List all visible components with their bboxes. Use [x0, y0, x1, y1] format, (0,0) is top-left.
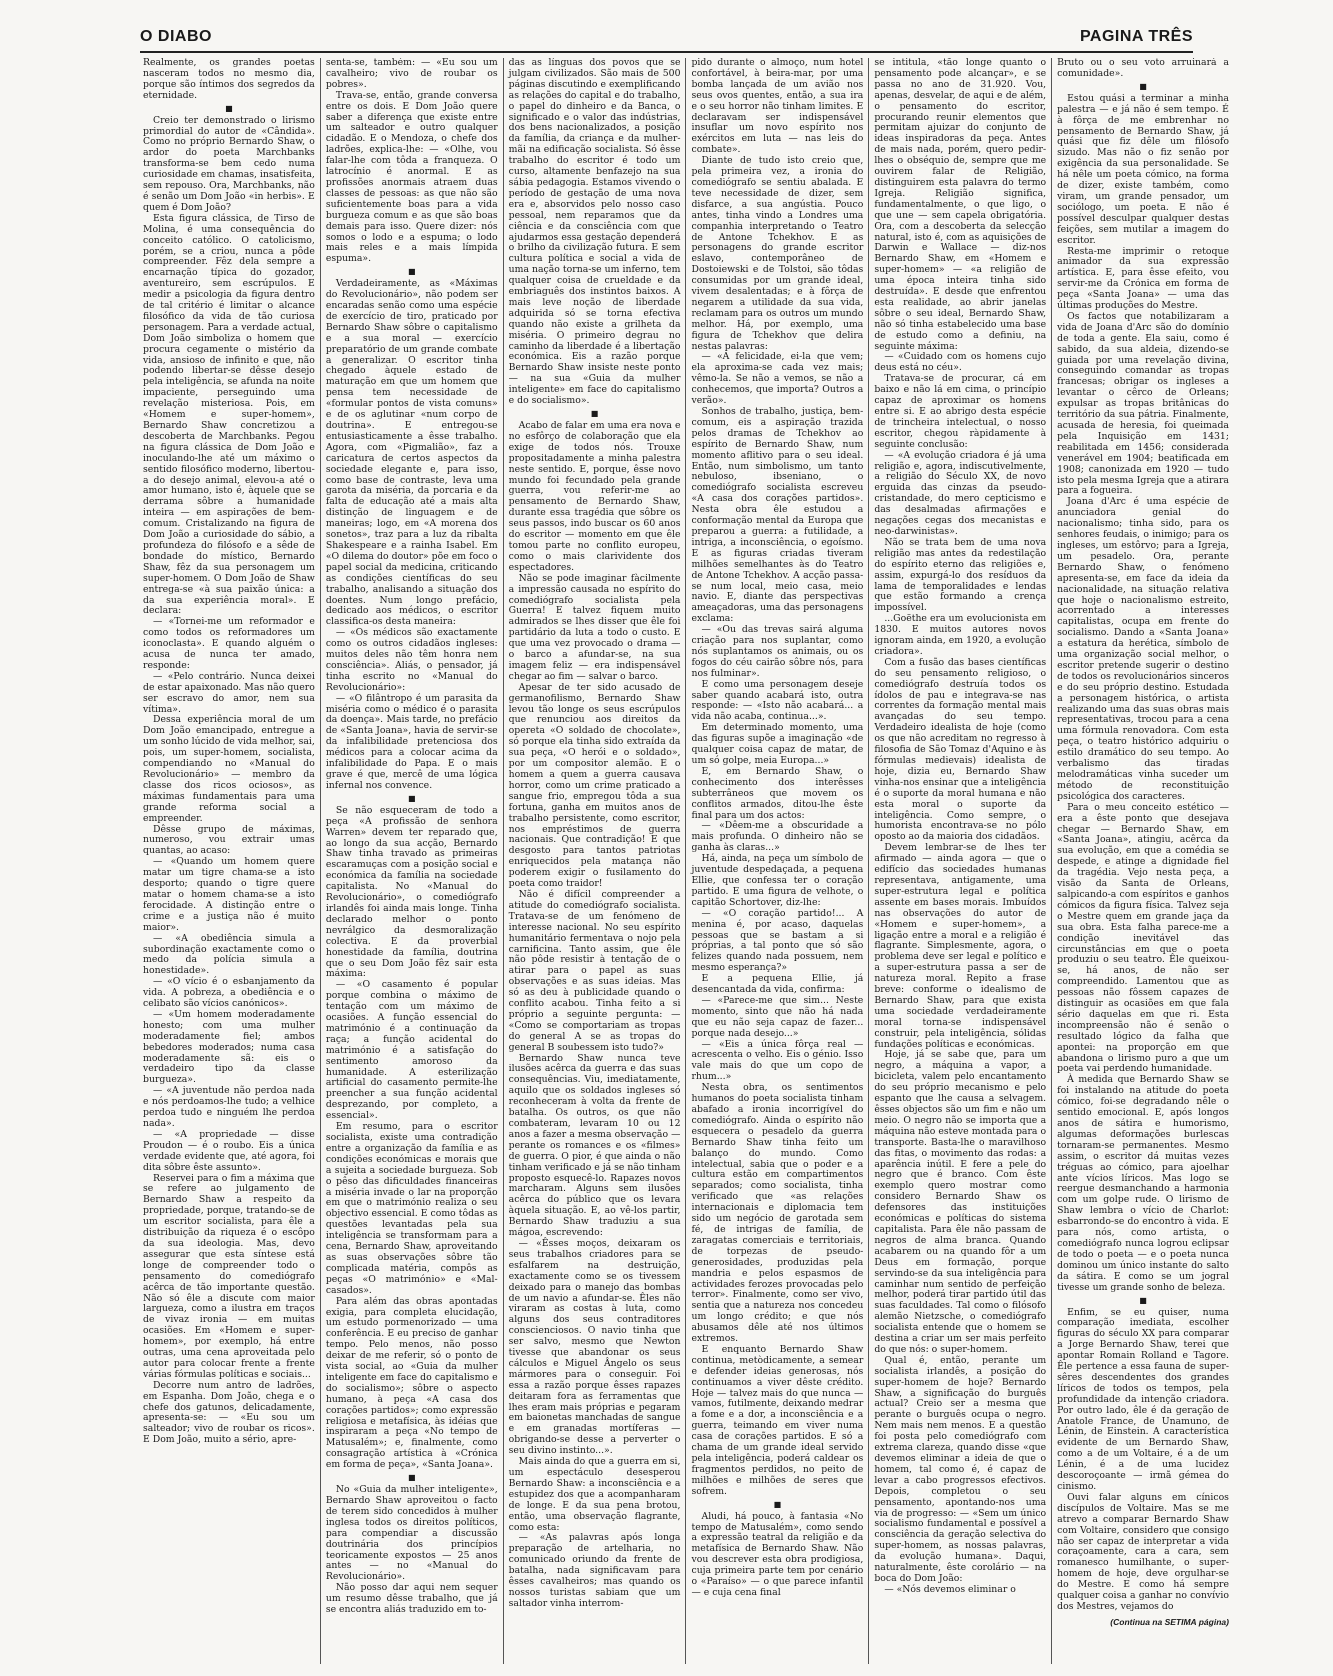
- article-paragraph: Joana d'Arc é uma espécie de anunciadora genial do nacionalismo; tinha sido, para os senhores feudais, o inimigo; para os ingleses, um estôrvo; para a Igreja, um pesadelo. Ora, perante Bernardo Shaw, o fenómeno apresenta-se, em face da ideia da nacionalidade, na situação relativa que hoje o nacionalismo estreito, acorrentado a interesses capitalistas, ocupa em frente do socialismo. Dando a «Santa Joana» a estatura da herética, símbolo de uma organização social melhor, o escritor pretende sugerir o destino de todos os revolucionários sinceros e do seu próprio destino. Estudada a personagem histórica, o artista realizando uma das suas obras mais representativas, trocou para a cena uma fórmula renovadora. Com esta peça, o teatro histórico adquiriu o estilo dramático do seu tempo. Ao verbalismo das tiradas melodramáticas vinha suceder um método de reconstituição psicológica dos caracteres.: [1057, 496, 1229, 802]
- article-paragraph: Trava-se, então, grande conversa entre os dois. E Dom João quere saber a diferença que existe entre um salteador e outro qualquer cidadão. E o Mendoza, o chefe dos ladrões, explica-lhe: — «Olhe, vou falar-lhe com tôda a franqueza. O latrocínio é anormal. E as profissões anormais atraem duas classes de pessoas: as que não são suficientemente boas para a vida burgueza comum e as que são boas demais para isso. Quere dizer: nós somos o lodo e a espuma; o lodo mais reles e a mais límpida espuma».: [325, 89, 498, 265]
- article-paragraph: Há, ainda, na peça um símbolo de juventude despedaçada, a pequena Ellie, que confessa ter o coração partido. E uma figura de velhote, o capitão Schortover, diz-lhe:: [691, 853, 864, 908]
- section-separator: ■: [1139, 81, 1147, 91]
- section-separator: ■: [773, 1499, 782, 1509]
- article-paragraph: — «Parece-me que sim... Neste momento, sinto que não há nada que eu não seja capaz de fazer... porque nada desejo...»: [691, 994, 864, 1039]
- article-paragraph: Não é difícil compreender a atitude do comediógrafo socialista. Tratava-se de um fenómeno de interesse nacional. No seu espírito humanitário fermentava o nojo pela carnificina. Tanto assim, que êle não pôde resistir à tentação de o atirar para o papel as suas observações e as suas ideias. Mas só as deu à publicidade quando o conflito acabou. Tinha feito a si próprio a seguinte pergunta: — «Como se comportariam as tropas do general A se as tropas do general B soubessem isto tudo?»: [508, 888, 681, 1053]
- column-5: [869, 58, 1052, 1664]
- article-paragraph: Se não esqueceram de todo a peça «A profissão de senhora Warren» devem ter reparado que, ao longo da sua acção, Bernardo Shaw tinha travado as primeiras escaramuças com a posição social e económica da família na sociedade capitalista. No «Manual do Revolucionário», o comediógrafo irlandês foi ainda mais longe. Tinha declarado melhor o ponto nevrálgico da desmoralização colectiva. E da proverbial honestidade da família, doutrina que o seu Dom João fêz sair esta máxima:: [325, 804, 498, 980]
- article-paragraph: — «Quando um homem quere matar um tigre chama-se a isto desporto; quando o tigre quere matar o homem chama-se a isto ferocidade. A distinção entre o crime e a justiça não é muito maior».: [143, 856, 315, 933]
- article-paragraph: Hoje, já se sabe que, para um negro, a máquina a vapor, a bicicleta, valem pelo encantamento do seu próprio mecanismo e pelo espanto que lhe causa a selvagem. êsses objectos são um fim e não um meio. O negro não se importa que a máquina não esteve montada para o transporte. Basta-lhe o maravilhoso das fitas, o movimento das rodas: a aparência inútil. E fere a pele do negro que é branco. Com êste exemplo quero mostrar como considero Bernardo Shaw os defensores das instituições económicas e políticas do sistema capitalista. Para êle não passam de negros de alma branca. Quando acabarem ou na quando fôr a um Deus em formação, porque servindo-se da sua inteligência para caminhar num sentido de perfeição melhor, poderá tirar partido útil das suas faculdades. Tal como o filósofo alemão Nietzsche, o comediógrafo socialista entende que o homem se destina a criar um ser mais perfeito do que nós: o super-homem.: [874, 1049, 1047, 1355]
- article-paragraph: Creio ter demonstrado o lirismo primordial do autor de «Cândida». Como no próprio Bernardo Shaw, o ardor do poeta Marchbanks transforma-se bem cedo numa curiosidade em chamas, insatisfeita, sem repouso. Ora, Marchbanks, não é senão um Dom João «in herbis». E quem é Dom João?: [143, 114, 315, 213]
- article-paragraph: — «Êsses moços, deixaram os seus trabalhos criadores para se esfalfarem na destruição, exactamente como se os tivessem deixado para o manejo das bombas de um navio a afundar-se. Êles não viraram as costas à luta, como alguns dos seus contraditores conscienciosos. O navio tinha que ser salvo, mesmo que Newton tivesse que abandonar os seus cálculos e Miguel Ângelo os seus mármores para o conseguir. Foi essa a razão porque êsses rapazes deitaram fora as ferramentas que lhes eram mais próprias e pegaram em baionetas manchadas de sangue e em granadas mortíferas — obrigando-se desse a perverter o seu divino instinto...».: [508, 1237, 681, 1457]
- article-paragraph: Mais ainda do que a guerra em si, um espectáculo desesperou Bernardo Shaw: a inconsciência e a estupidez dos que a acompanharam de longe. E da sua pena brotou, então, uma observação flagrante, como esta:: [508, 1456, 681, 1533]
- article-paragraph: Resta-me imprimir o retoque animador da sua expressão artística. E, para êsse efeito, vou servir-me da Crónica em forma de peça «Santa Joana» — uma das últimas produções do Mestre.: [1057, 245, 1229, 312]
- column-3: [504, 58, 687, 1664]
- article-paragraph: Acabo de falar em uma era nova e no esfôrço de colaboração que ela exige de todos nós. Trouxe propositadamente a minha palestra neste sentido. E, porque, êsse novo mundo foi fecundado pela grande guerra, vou referir-me ao pensamento de Bernardo Shaw, durante essa tragédia que sôbre os seus passos, indo buscar os 60 anos do escritor — momento em que êle tomou parte no conflito europeu, como o mais clarividente dos espectadores.: [508, 420, 681, 573]
- article-paragraph: Sonhos de trabalho, justiça, bem-comum, eis a aspiração trazida pelos dramas de Tchekhov ao espírito de Bernardo Shaw, num momento aflitivo para o seu ideal. Então, num simbolismo, um tanto nebuloso, ibseniano, o comediógrafo socialista escreveu «A casa dos corações partidos». Nesta obra êle estudou a conformação mental da Europa que preparou a guerra: a futilidade, a intriga, a inconsciência, o egoísmo. E as figuras criadas tiveram milhões semelhantes às do Teatro de Antone Tchekhov. A acção passa-se num local, meio casa, meio navio. E, diante das perspectivas ameaçadoras, uma das personagens exclama:: [691, 406, 864, 625]
- article-paragraph: — «O vício é o esbanjamento da vida. A pobreza, a obediência e o celibato são vícios canónicos».: [143, 976, 315, 1010]
- article-paragraph: — «A juventude não perdoa nada e nós perdoamos-lhe tudo; a velhice perdoa tudo e ninguém lhe perdoa nada».: [143, 1085, 315, 1129]
- article-paragraph: Dêsse grupo de máximas, numeroso, vou extrair umas quantas, ao acaso:: [143, 823, 315, 857]
- article-paragraph: Não se trata bem de uma nova religião mas antes da redestilação do espírito eterno das religiões e, assim, expurgá-lo dos resíduos da lama de temporalidades e lendas que estão formando a crença impossível.: [874, 536, 1047, 614]
- article-paragraph: — «Tornei-me um reformador e como todos os reformadores um iconoclasta». E quando alguém o acusa de nunca ter amado, responde:: [143, 616, 315, 671]
- article-paragraph: Para além das obras apontadas exigia, para completa elucidação, um estudo pormenorizado — uma conferência. E eu preciso de ganhar tempo. Pelo menos, não posso deixar de me referir, só o ponto de vista social, ao «Guia da mulher inteligente em face do capitalismo e do socialismo»; sôbre o aspecto humano, à peça «A casa dos corações partidos»; como expressão religiosa e metafísica, às idéias que inspiraram a peça «No tempo de Matusalém»; e, finalmente, como consagração artística à «Crónica em forma de peça», «Santa Joana».: [325, 1295, 498, 1471]
- article-paragraph: Devem lembrar-se de lhes ter afirmado — ainda agora — que o edifício das sociedades humanas representava, antigamente, uma super-estrutura legal e política assente em bases morais. Imbuídos nas observações do autor de «Homem e super-homem», a ligação entre a moral e a religião é flagrante. Simplesmente, agora, o problema deve ser legal e político e a super-estrutura passa a ser de natureza moral. Repito a frase breve: conforme o idealismo de Bernardo Shaw, para que exista uma sociedade verdadeiramente moral torna-se indispensável construir, pela inteligência, sólidas fundações políticas e económicas.: [874, 842, 1047, 1050]
- article-paragraph: Realmente, os grandes poetas nasceram todos no mesmo dia, porque são íntimos dos segredos da eternidade.: [143, 58, 315, 101]
- article-paragraph: Os factos que notabilizaram a vida de Joana d'Arc são do domínio de toda a gente. Ela saiu, como é sabido, da sua aldeia, dizendo-se guiada por uma revelação divina, conseguindo comandar as tropas francesas; obrigar os ingleses a levantar o cêrco de Orleans; expulsar as tropas britânicas do território da sua pátria. Finalmente, acusada de heresia, foi queimada pela Inquisição em 1431; reabilitada em 1456; considerada venerável em 1904; beatificada em 1908; canonizada em 1920 — tudo isto pela mesma Igreja que a atirara para a fogueira.: [1057, 310, 1229, 497]
- article-paragraph: Qual é, então, perante um socialista irlandês, a posição do super-homem de hoje? Bernardo Shaw, a significação do burguês actual? Creio ser a mesma que perante o burguês ocupa o negro. Nem mais nem menos. E a questão foi posta pelo comediógrafo com extrema clareza, quando disse «que devemos eliminar a ideia de que o homem, tal como é, é capaz de levar a cabo progressos efectivos. Depois, completou o seu pensamento, apontando-nos uma via de progresso: — «Sem um único socialismo fundamental e possível a consciência da geração selectiva do super-homem, as nossas palavras, da evolução humana». Daqui, naturalmente, êste corolário — na boca do Dom João:: [874, 1354, 1047, 1584]
- article-paragraph: — «Pelo contrário. Nunca deixei de estar apaixonado. Mas não quero ser escravo do amor, nem sua vítima».: [143, 670, 315, 715]
- article-paragraph: — «As palavras após longa preparação de artelharia, no comunicado oriundo da frente de batalha, nada significavam para êsses cavalheiros; mas quando os nossos turistas sabiam que um saltador vinha interrom-: [508, 1532, 681, 1609]
- article-paragraph: Tratava-se de procurar, cá em baixo e não lá em cima, o princípio capaz de aproximar os homens entre si. E ao abrigo desta espécie de trincheira intelectual, o nosso escritor, chegou ràpidamente à seguinte conclusão:: [874, 373, 1047, 450]
- column-6: [1052, 58, 1234, 1664]
- article-paragraph: — «O filântropo é um parasita da miséria como o médico é o parasita da doença». Mais tarde, no prefácio de «Santa Joana», havia de servir-se da infalibilidade pretenciosa dos médicos para a colocar acima da infalibilidade do Papa. E o mais grave é que, mercê de uma lógica infernal nos convence.: [325, 692, 498, 791]
- article-paragraph: — «Dêem-me a obscuridade a mais profunda. O dinheiro não se ganha às claras...»: [691, 820, 864, 854]
- article-paragraph: Para o meu conceito estético — era a êste ponto que desejava chegar — Bernardo Shaw, em «Santa Joana», atingiu, acêrca da sua evolução, em que a comédia se despede, e atinge a dignidade fiel da tragédia. Vejo nesta peça, a visão da Santa de Orleans, salpicando-a com espíritos e ganhos cómicos da figura física. Talvez seja o Mestre quem em grande jaça da sua obra. Esta falha parece-me a condição inevitável das circunstâncias em que o poeta produziu o seu teatro. Êle queixou-se, há anos, de não ser compreendido. Lamentou que as pessoas não fôssem capazes de distinguir as ocasiões em que fala sério daquelas em que ri. Esta incompreensão não é senão o resultado lógico da falha que apontei: na proporção em que abandona o lirismo puro a que um poeta vai perdendo humanidade.: [1057, 801, 1229, 1075]
- section-separator: ■: [407, 1473, 416, 1483]
- article-paragraph: Dessa experiência moral de um Dom João emancipado, entregue a um sonho lúcido de vida melhor, sai, pois, um super-homem, socialista, compendiando no «Manual do Revolucionário» — membro da classe dos ricos ociosos», as máximas fundamentais para uma grande reforma social a empreender.: [143, 714, 315, 824]
- article-paragraph: Decorre num antro de ladrões, em Espanha. Dom João, chega e o chefe dos gatunos, delicadamente, apresenta-se: — «Eu sou um salteador; vivo de roubar os ricos». E Dom João, muito a sério, apre-: [143, 1379, 315, 1446]
- section-separator: ■: [225, 103, 233, 113]
- article-paragraph: — «A propriedade — disse Proudon — é o roubo. Eis a única verdade evidente que, até agora, foi dita sôbre êste assunto».: [143, 1128, 315, 1173]
- article-paragraph: Estou quási a terminar a minha palestra — e já não é sem tempo. É à fôrça de me embrenhar no pensamento de Bernardo Shaw, já quási que fiz dêle um filósofo sizudo. Mas não o fiz senão por exigência da sua personalidade. Se há nêle um poeta cómico, na forma de dizer, existe também, como viram, um grande pensador, um sociólogo, um poeta. E não é possível desculpar qualquer destas feições, sem mutilar a imagem do escritor.: [1057, 92, 1229, 246]
- article-paragraph: Reservei para o fim a máxima que se refere ao julgamento de Bernardo Shaw a respeito da propriedade, porque, tratando-se de um escritor socialista, para êle a distribuição da riqueza é o escôpo da sua ideologia. Mas, devo assegurar que esta síntese está longe de compreender todo o pensamento do comediógrafo acêrca de tão importante questão. Não só êle a discute com maior largueza, como a ilustra em traços de vivaz ironia — em muitas ocasiões. Em «Homem e super-homem», por exemplo, há entre outras, uma cena aproveitada pelo autor para colocar frente a frente várias fórmulas políticas e sociais...: [143, 1172, 315, 1380]
- article-paragraph: E a pequena Ellie, já desencantada da vida, confirma:: [691, 973, 864, 996]
- column-4: [686, 58, 869, 1664]
- section-separator: ■: [590, 409, 599, 418]
- article-paragraph: E, em Bernardo Shaw, o conhecimento dos interêsses subterrâneos que movem os conflitos armados, ditou-lhe êste final para um dos actos:: [691, 765, 864, 821]
- page-number-label: PAGINA TRÊS: [1079, 28, 1193, 45]
- article-paragraph: — «O casamento é popular porque combina o máximo de tentação com um máximo de ocasiões. A função essencial do matrimónio é a continuação da raça; a função acidental do matrimónio é a satisfação do sentimento amoroso da humanidade. A esterilização artificial do casamento permite-lhe preencher a sua função acidental desprezando, por completo, a essencial».: [325, 979, 498, 1122]
- article-paragraph: Enfim, se eu quiser, numa comparação imediata, escolher figuras do século XX para comparar a Jorge Bernardo Shaw, terei que apontar Romain Rolland e Tagore. Êle pertence a essa fauna de super-sêres descendentes dos grandes líricos de todos os tempos, pela profundidade da intenção criadora. Por outro lado, êle é da geração de Anatole France, de Unamuno, de Lénin, de Einstein. A característica evidente de um Bernardo Shaw, como a de um Voltaire, é a de um Lénin, é a de uma lucidez descoroçoante — irmã gémea do cinismo.: [1057, 1306, 1229, 1492]
- article-paragraph: — «Eis a única fôrça real — acrescenta o velho. Eis o génio. Isso vale mais do que um copo de rhum...»: [691, 1038, 864, 1083]
- section-separator: ■: [407, 793, 416, 803]
- article-paragraph: Bruto ou o seu voto arruinará a comunidade».: [1057, 58, 1229, 79]
- article-paragraph: ...Goëthe era um evolucionista em 1830. E muitos autores novos ignoram ainda, em 1920, a evolução criadora».: [874, 613, 1047, 657]
- article-paragraph: Verdadeiramente, as «Máximas do Revolucionário», não podem ser encaradas senão como uma espécie de exercício de tiro, praticado por Bernardo Shaw sôbre o capitalismo e a sua moral — exercício preparatório de um grande combate a generalizar. O escritor tinha chegado àquele estado de maturação em que um homem que pensa tem necessidade de «formular pontos de vista comuns» e de os aglutinar «num corpo de doutrina». E entregou-se entusiasticamente a êsse trabalho. Agora, com «Pigmalião», faz a caricatura de certos aspectos da sociedade elegante e, para isso, como base de contraste, leva uma garota da miséria, da porcaria e da falta de educação até a mais alta distinção de linguagem e de maneiras; logo, em «A morena dos sonetos», traz para a luz da ribalta Shakespeare e a rainha Isabel. Em «O dilema do doutor» põe em foco o papel social da medicina, criticando as condições científicas do seu trabalho, analisando a situação dos doentes. Num longo prefácio, dedicado aos médicos, o escritor classifica-os desta maneira:: [325, 278, 498, 628]
- article-paragraph: — «A felicidade, ei-la que vem; ela aproxima-se cada vez mais; vêmo-la. Se não a vemos, se não a conhecemos, que importa? Outros a verão».: [691, 351, 864, 407]
- article-paragraph: À medida que Bernardo Shaw se foi instalando na atitude do poeta cómico, foi-se degradando nêle o sentido emocional. E, após longos anos de sátira e humorismo, algumas deformações burlescas tornaram-se permanentes. Mesmo assim, o escritor dá muitas vezes tréguas ao cómico, para ajoelhar ante vícios líricos. Mas logo se reergue desmanchando a harmonia com um golpe rude. O lirismo de Shaw lembra o vício de Charlot: esbarrondo-se do encontro à vida. E para nós, como artista, o comediógrafo nunca logrou eclipsar de todo o poeta — e o poeta nunca dominou um único instante do salto da sátira. E como se um jogral tivesse um grande sonho de beleza.: [1057, 1074, 1229, 1293]
- article-columns: [138, 58, 1234, 1664]
- article-paragraph: — «A obediência simula a subordinação exactamente como o medo da polícia simula a honestidade».: [143, 932, 315, 977]
- article-paragraph: Esta figura clássica, de Tirso de Molina, é uma consequência do conceito católico. O catolicismo, porém, se a criou, nunca a pôde compreender. Fêz dela sempre a encarnação típica do gozador, aventureiro, sem escrúpulos. E medir a psicologia da figura dentro de tal critério é limitar o alcance filosófico da vida de tão curiosa personagem. Para a verdade actual, Dom João simboliza o homem que procura cegamente o mistério da vida, ansioso de infinito e que, não podendo libertar-se dêsse desejo pela inteligência, se afunda na noite impaciente, perseguindo uma revelação misteriosa. Pois, em «Homem e super-homem», Bernardo Shaw concretizou a descoberta de Marchbanks. Pegou na figura clássica de Dom João e inoculando-lhe até um máximo o sentido filosófico moderno, libertou-a do desejo animal, elevou-a até o amor humano, isto é, àquele que se derrama sôbre a humanidade inteira — em aspirações de bem-comum. Cristalizando na figura de Dom João a curiosidade do sábio, a profundeza do filósofo e a sêde de bondade do místico, Bernardo Shaw, fêz da sua personagem um super-homem. O Dom João de Shaw entrega-se «à sua paixão única: a da sua experiência moral». E declara:: [143, 212, 315, 617]
- masthead-title: O DIABO: [140, 28, 212, 45]
- article-paragraph: Apesar de ter sido acusado de germanofilismo, Bernardo Shaw levou tão longe os seus escrúpulos que renunciou aos direitos da opereta «O soldado de chocolate», só porque ela tinha sido extraída da sua peça, «O herói e o soldado», por um compositor alemão. E o homem a quem a guerra causava horror, como um crime praticado a sangue frio, empregou tôda a sua fortuna, ganha em muitos anos de trabalho persistente, como escritor, nos empréstimos de guerra nacionais. Que contradição! E que desgosto para tantos patriotas enriquecidos pela matança não poderem exigir o fusilamento do poeta como traidor!: [508, 681, 681, 890]
- article-paragraph: — «O coração partido!... A menina é, por acaso, daquelas pessoas que se bastam a si próprias, a tal ponto que só são felizes quando nada possuem, nem mesmo esperança?»: [691, 907, 864, 974]
- section-separator: ■: [1139, 1295, 1147, 1305]
- article-paragraph: se intitula, «tão longe quanto o pensamento pode alcançar», e se passa no ano de 31.920. Vou, apenas, desvelar, de aqui e de além, o pensamento do escritor, procurando reunir elementos que permitam ajuizar do conjunto de ideas inspiradoras da peça. Antes de mais nada, porém, quero pedir-lhes o obséquio de, sempre que me ouvirem falar de Religião, distinguirem esta palavra do termo Igreja. Religião significa, fundamentalmente, o que ligo, o que une — sem capela obrigatória. Ora, com a descoberta da selecção natural, isto é, com as aquisições de Darwin e Wallace — diz-nos Bernardo Shaw, em «Homem e super-homem» — «a religião de uma época inteira tinha sido destruída». E desde que enfrentou esta realidade, ao abrir janelas sôbre o seu ideal, Bernardo Shaw, não só tinha estabelecido uma base de estudo como a definiu, na seguinte máxima:: [874, 58, 1047, 352]
- article-paragraph: E enquanto Bernardo Shaw continua, metòdicamente, a semear e defender ideias generosas, nós continuamos a viver dêste crédito. Hoje — talvez mais do que nunca — vamos, futilmente, deixando medrar a fome e a dor, a inconsciência e a guerra, teimando em viver numa casa de corações partidos. E só a chama de um grande ideal servido pela inteligência, poderá caldear os fragmentos perdidos, no peito de milhões e milhões de seres que sofrem.: [691, 1343, 864, 1497]
- article-paragraph: das as línguas dos povos que se julgam civilizados. São mais de 500 páginas discutindo e exemplificando as relações do capital e do trabalho, o papel do dinheiro e da Banca, o significado e o valor das indústrias, dos bens nacionalizados, a posição da família, da criança e da mulher-mãi na edificação socialista. Só êsse trabalho do escritor é todo um curso, altamente benfazejo na sua sábia pedagogia. Estamos vivendo o período de gestação de uma nova era e, absorvidos pelo nosso caso pessoal, nem reparamos que da ciência e da consciência com que ajudarmos essa gestação dependerá o brilho da civilização futura. E sem cultura política e social a vida de uma nação torna-se um inferno, tem qualquer coisa de crueldade e da embriaguês dos instintos baixos. A mais leve noção de liberdade adquirida só se torna efectiva quando não existe a grilheta da miséria. O primeiro degrau no caminho da liberdade é a libertação económica. Eis a razão porque Bernardo Shaw insiste neste ponto — na sua «Guia da mulher inteligente» em face do capitalismo e do socialismo».: [508, 58, 681, 407]
- article-paragraph: E como uma personagem deseje saber quando acabará isto, outra responde: — «Isto não acabará... a vida não acaba, continua...».: [691, 678, 864, 723]
- header-rule: [140, 51, 1193, 53]
- column-2: [321, 58, 504, 1664]
- page-header: [140, 28, 1193, 50]
- article-paragraph: Diante de tudo isto creio que, pela primeira vez, a ironia do comediógrafo se sentiu abalada. E teve necessidade de dizer, sem disfarce, a sua angústia. Pouco antes, tinha vindo a Londres uma companhia interpretando o Teatro de Antone Tchekhov. E as personagens do grande escritor eslavo, contemporâneo de Dostoiewski e de Tolstoi, são tôdas consumidas por um grande ideal, vivem desalentadas; e à fôrça de negarem a utilidade da sua vida, reclamam para os outros um mundo melhor. Há, por exemplo, uma figura de Tchekhov que delira nestas palavras:: [691, 155, 864, 352]
- article-paragraph: — «Ou das trevas sairá alguma criação para nos suplantar, como nós suplantamos os animais, ou os fogos do céu cairão sôbre nós, para nos fulminar».: [691, 624, 864, 679]
- article-paragraph: Bernardo Shaw nunca teve ilusões acêrca da guerra e das suas consequências. Viu, imediatamente, aquilo que os soldados ingleses só reconheceram à volta da frente de batalha. Os outros, os que não combateram, levaram 10 ou 12 anos a fazer a mesma observação — perante os romances e os «filmes» de guerra. O pior, é que ainda o não tinham verificado e já se não tinham proposto esquecê-lo. Rapazes novos marcharam. Alguns sem ilusões acêrca do público que os levara àquela situação. E, ao vê-los partir, Bernardo Shaw traduziu a sua mágoa, escrevendo:: [508, 1052, 681, 1239]
- article-paragraph: senta-se, também: — «Eu sou um cavalheiro; vivo de roubar os pobres».: [325, 58, 498, 90]
- article-paragraph: — «Nós devemos eliminar o: [884, 1583, 1016, 1595]
- article-paragraph: Com a fusão das bases científicas do seu pensamento religioso, o comediógrafo destruía todos os ídolos de pau e integrava-se nas correntes da formação mental mais avançadas do seu tempo. Verdadeiro idealista de hoje (como os que não acreditam no regresso à filosofia de São Tomaz d'Aquino e às fórmulas medievais) idealista de hoje, dizia eu, Bernardo Shaw vinha-nos ensinar que a inteligência é o suporte da moral humana e não esta moral o suporte da inteligência. Como sempre, o humorista encontrava-se no pólo oposto ao da maioria dos cidadãos.: [874, 656, 1047, 843]
- article-paragraph: Nesta obra, os sentimentos humanos do poeta socialista tinham abafado a ironia incorrigível do comediógrafo. Ainda o espírito não esquecera o pesadelo da guerra Bernardo Shaw tinha feito um balanço do mundo. Como intelectual, sabia que o poder e a cultura estão em compartimentos separados; como socialista, tinha verificado que «as relações internacionais e diplomacia tem sido um negócio de garotada sem fé, de intrigas de família, de zaragatas comerciais e territoriais, de torpezas de pseudo-generosidades, produzidas pela mandria e pelos espasmos de actividades ferozes provocadas pelo terror». Finalmente, como ser vivo, sentia que a natureza nos concedeu um longo crédito; e que nós abusamos dêle até nos últimos extremos.: [691, 1082, 864, 1345]
- article-paragraph: Aludi, há pouco, à fantasia «No tempo de Matusalém», como sendo a expressão teatral da religião e da metafísica de Bernardo Shaw. Não vou descrever esta obra prodigiosa, cuja primeira parte tem por cenário o «Paraíso» — o que parece infantil — e cuja cena final: [691, 1510, 864, 1598]
- article-paragraph: Ouvi falar alguns em cínicos discípulos de Voltaire. Mas se me atrevo a comparar Bernardo Shaw com Voltaire, considero que consigo não ser capaz de interpretar a vida coraçoamente, cara a cara, sem romanesco humilhante, o super-homem de hoje, deve orgulhar-se do Mestre. E como há sempre qualquer coisa a ganhar no convívio dos Mestres, vejamos do: [1057, 1491, 1229, 1612]
- article-paragraph: — «Os médicos são exactamente como os outros cidadãos ingleses: muitos deles não têm honra nem consciência». Aliás, o pensador, já tinha escrito no «Manual do Revolucionário»:: [325, 627, 498, 693]
- column-1: [138, 58, 321, 1664]
- article-paragraph: Não se pode imaginar fàcilmente a impressão causada no espírito do comediógrafo socialista pela Guerra! E talvez fiquem muito admirados se lhes disser que êle foi partidário da luta a todo o custo. E que uma vez provocado o drama — o barco a afundar-se, na sua imagem feliz — era indispensável chegar ao fim — salvar o barco.: [508, 572, 681, 682]
- section-separator: ■: [407, 267, 416, 277]
- article-paragraph: Em resumo, para o escritor socialista, existe uma contradição entre a organização da família e as condições económicas e morais que a sujeita a sociedade burgueza. Sob o pêso das dificuldades financeiras a miséria invade o lar na proporção em que o matrimónio realiza o seu objectivo essencial. E como tôdas as questões levantadas pela sua inteligência se transformam para a cena, Bernardo Shaw, aproveitando as suas observações sôbre tão complicada matéria, compôs as peças «O matrimónio» e «Mal-casados».: [325, 1121, 498, 1296]
- continuation-note: (Continua na SETIMA página): [1110, 1616, 1229, 1627]
- article-paragraph: No «Guia da mulher inteligente», Bernardo Shaw aproveitou o facto de terem sido concedidos à mulher inglesa todos os direitos políticos, para compendiar a discussão doutrinária dos princípios teoricamente expostos — 25 anos antes — no «Manual do Revolucionário».: [325, 1484, 498, 1583]
- article-paragraph: — «Um homem moderadamente honesto; com uma mulher moderadamente fiel; ambos bebedores moderados; numa casa moderadamente sã: eis o verdadeiro tipo da classe burgueza».: [143, 1008, 315, 1086]
- article-paragraph: Não posso dar aqui nem sequer um resumo dêsse trabalho, que já se encontra aliás traduzido em to-: [325, 1582, 498, 1616]
- article-paragraph: — «Cuidado com os homens cujo deus está no céu».: [874, 351, 1047, 374]
- article-paragraph: — «A evolução criadora é já uma religião e, agora, indiscutivelmente, a religião do Século XX, de novo erguida das cinzas da pseudo-cristandade, do mero cepticismo e das desalmadas afirmações e negações cegas dos mecanistas e neo-darwinistas».: [874, 449, 1047, 537]
- article-paragraph: Em determinado momento, uma das figuras supõe a imaginação «de qualquer coisa capaz de matar, de um só golpe, meia Europa...»: [691, 722, 864, 766]
- article-paragraph: pido durante o almoço, num hotel confortável, à beira-mar, por uma bomba lançada de um avião nos seus ovos quentes, então, a sua ira e o seu horror não tinham limites. E declaravam ser indispensável insuflar um novo espírito nos exércitos em luta — nas leis do combate».: [691, 58, 864, 156]
